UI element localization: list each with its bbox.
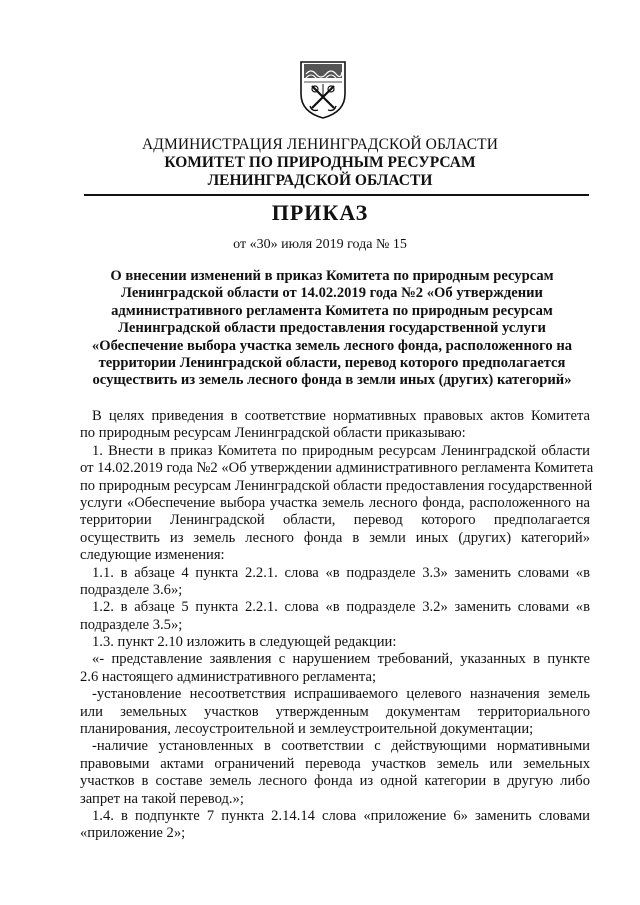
body-text-line: планирования, лесоустроительной и землеустроительной документации;	[80, 721, 534, 738]
body-text-line: правовыми актами ограничений перевода участков земель или земельных	[80, 755, 590, 772]
body-text-line: 1.1. в абзаце 4 пункта 2.2.1. слова «в подразделе 3.3» заменить словами «в	[92, 564, 590, 581]
coat-of-arms-emblem	[298, 58, 348, 120]
document-date-number: от «30» июля 2019 года № 15	[233, 237, 407, 252]
org-name-line-2: КОМИТЕТ ПО ПРИРОДНЫМ РЕСУРСАМ	[164, 154, 476, 171]
subject-line: осуществить из земель лесного фонда в земли иных (других) категорий»	[92, 372, 572, 389]
org-name-line-3: ЛЕНИНГРАДСКОЙ ОБЛАСТИ	[207, 172, 433, 189]
body-text-line: следующие изменения:	[80, 547, 225, 564]
body-text-line: 1.2. в абзаце 5 пункта 2.2.1. слова «в подразделе 3.2» заменить словами «в	[92, 599, 590, 616]
document-title: ПРИКАЗ	[271, 200, 369, 225]
body-text-line: подразделе 3.6»;	[80, 581, 183, 598]
header-divider	[84, 194, 589, 196]
body-text-line: участков в составе земель лесного фонда из одной категории в другую либо	[80, 773, 590, 790]
body-text-line: запрет на такой перевод.»;	[80, 790, 244, 807]
body-text-line: осуществить из земель лесного фонда в земли иных (других) категорий»	[80, 529, 590, 546]
document-body	[80, 408, 594, 843]
body-text-line: -наличие установленных в соответствии с действующими нормативными	[92, 738, 590, 755]
body-text-line: по природным ресурсам Ленинградской области предоставления государственной	[80, 477, 593, 494]
body-text-line: 1.3. пункт 2.10 изложить в следующей редакции:	[92, 634, 397, 651]
body-text-line: «приложение 2»;	[80, 825, 186, 842]
body-text-line: от 14.02.2019 года №2 «Об утверждении административного регламента Комитета	[80, 460, 594, 477]
body-text-line: услуги «Обеспечение выбора участка земель лесного фонда, расположенного на	[80, 494, 590, 511]
coat-of-arms-icon	[298, 58, 348, 120]
body-text-line: 2.6 настоящего административного регламента;	[80, 668, 376, 685]
body-text-line: или земельных участков утвержденным документам территориального	[80, 703, 590, 720]
document-subject	[72, 268, 592, 390]
subject-line: «Обеспечение выбора участка земель лесного фонда, расположенного на	[91, 337, 573, 354]
body-text-line: территории Ленинградской области, перевод которого предполагается	[80, 512, 590, 529]
subject-line: административного регламента Комитета по природным ресурсам	[111, 302, 553, 319]
body-text-line: по природным ресурсам Ленинградской области приказываю:	[80, 425, 466, 442]
body-text-line: 1. Внести в приказ Комитета по природным ресурсам Ленинградской области	[92, 442, 590, 459]
body-text-line: «- представление заявления с нарушением требований, указанных в пункте	[92, 651, 590, 668]
body-text-line: В целях приведения в соответствие нормативных правовых актов Комитета	[92, 408, 590, 424]
subject-line: Ленинградской области предоставления государственной услуги	[118, 320, 546, 337]
org-name-line-1: АДМИНИСТРАЦИЯ ЛЕНИНГРАДСКОЙ ОБЛАСТИ	[142, 136, 498, 153]
body-text-line: подразделе 3.5»;	[80, 616, 183, 633]
body-text-line: -установление несоответствия испрашиваемого целевого назначения земель	[92, 686, 590, 703]
subject-line: Ленинградской области от 14.02.2019 года №2 «Об утверждении	[121, 285, 543, 302]
subject-line: территории Ленинградской области, перевод которого предполагается	[98, 355, 566, 372]
body-text-line: 1.4. в подпункте 7 пункта 2.14.14 слова «приложение 6» заменить словами	[92, 807, 590, 824]
subject-line: О внесении изменений в приказ Комитета по природным ресурсам	[110, 268, 554, 284]
